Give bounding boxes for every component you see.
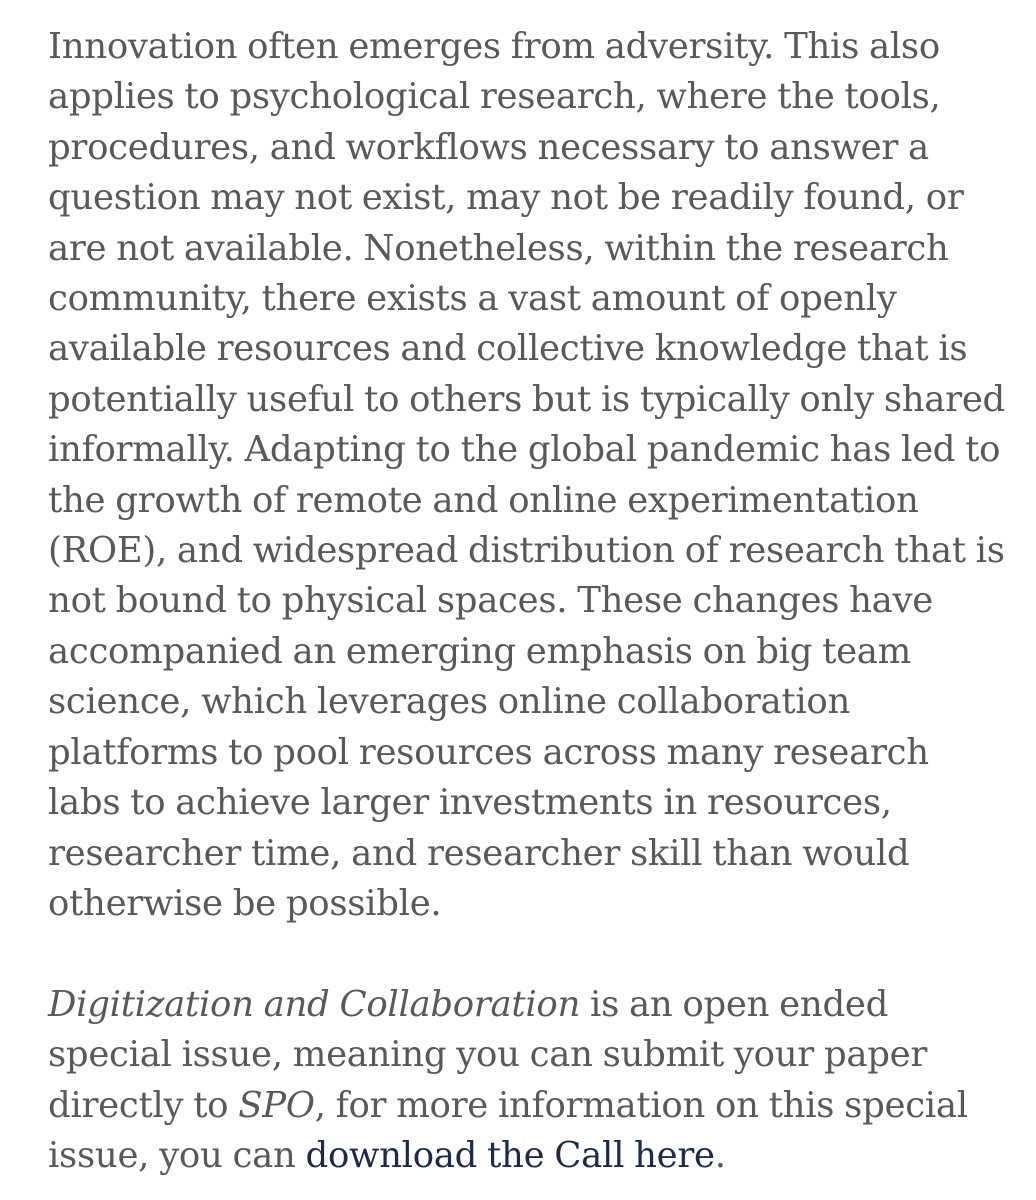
special-issue-paragraph	[48, 980, 1008, 1182]
article-body	[48, 22, 1008, 1181]
issue-text-b: , for more information on this special issue, you can	[48, 1084, 968, 1176]
intro-paragraph: Innovation often emerges from adversity. This also applies to psychological research, where the tools, procedures, and workflows necessary to answer a question may not exist, may not be readily found, or are not available. Nonetheless, within the research community, there exists a vast amount of openly available resources and collective knowledge that is potentially useful to others but is typically only shared informally. Adapting to the global pandemic has led to the growth of remote and online experimentation (ROE), and widespread distribution of research that is not bound to physical spaces. These changes have accompanied an emerging emphasis on big team science, which leverages online collaboration platforms to pool resources across many research labs to achieve larger investments in resources, researcher time, and researcher skill than would otherwise be possible.	[48, 26, 1005, 924]
issue-text-a: is an open ended special issue, meaning you can submit your paper directly to	[48, 983, 928, 1126]
issue-title: Digitization and Collaboration	[48, 983, 581, 1025]
download-call-link[interactable]: download the Call here	[305, 1134, 715, 1176]
paragraph-end: .	[714, 1134, 726, 1176]
journal-name: SPO	[238, 1084, 315, 1126]
